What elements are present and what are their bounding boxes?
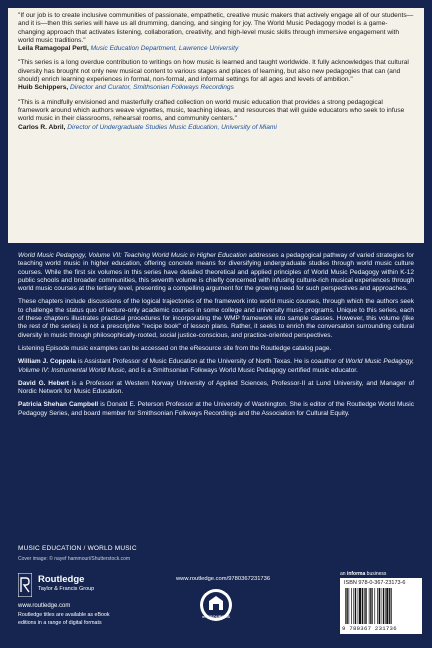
endorsement-text: "This is a mindfully envisioned and masterfully crafted collection on world music education that provides a strong pedagogical framework around which authors weave vignettes, music, teaching ideas, and resources that will guide educators who seek to infuse world music in their classrooms, rehearsal rooms, and community centers." [18, 98, 405, 123]
ebook-note-line-2: editions in a range of digital formats [18, 620, 102, 626]
barcode-bar [377, 588, 378, 624]
barcode-bar [358, 588, 359, 624]
endorsement-attribution [18, 124, 414, 132]
barcode-bar [365, 588, 366, 624]
barcode-bar [374, 588, 375, 624]
barcode-bar [385, 588, 386, 624]
endorser-name: Leila Ramagopal Pertl, [18, 45, 89, 53]
ebook-note-line-1: Routledge titles are available as eBook [18, 612, 110, 618]
barcode-bar [349, 588, 350, 624]
barcode-bar [389, 588, 390, 624]
publisher-website[interactable]: www.routledge.com [18, 603, 71, 609]
endorsements-panel [8, 8, 424, 243]
endorser-role: Director and Curator, Smithsonian Folkways Recordings [70, 84, 234, 92]
book-title: World Music Pedagogy, Volume VII: Teaching World Music in Higher Education [18, 252, 247, 259]
barcode-bar [379, 588, 380, 624]
barcode-bar [370, 588, 371, 624]
author-bio-1: William J. Coppola is Assistant Professor of Music Education at the University of North Texas. He is coauthor of World Music Pedagogy, Volume IV: Instrumental World Music, and is a Smithsonian Folkways World Music Pedagogy certified music educator. [18, 358, 414, 374]
endorsement-attribution [18, 84, 414, 92]
isbn-number: ISBN 978-0-367-23173-6 [344, 580, 406, 586]
author-name: Patricia Shehan Campbell [18, 401, 99, 409]
author-name: David G. Hebert [18, 379, 69, 387]
barcode-bar [369, 588, 370, 624]
endorser-name: Carlos R. Abril, [18, 123, 66, 131]
author-bio-2: David G. Hebert is a Professor at Western Norway University of Applied Sciences, Professor-II at Lund University, and Manager of Nordic Network for Music Education. [18, 379, 414, 396]
endorsement-2 [18, 59, 414, 92]
publisher-group: Taylor & Francis Group [38, 586, 95, 592]
barcode-bar [391, 588, 392, 624]
endorsement-1 [18, 12, 414, 53]
barcode-bar [383, 588, 384, 624]
author-bio-3: Patricia Shehan Campbell is Donald E. Peterson Professor at the University of Washington. She is editor of the Routledge World Music Pedagogy Series, and board member for Smithsonian Folkways Recordings and the Association for Cultural Equity. [18, 401, 414, 417]
endorser-role: Director of Undergraduate Studies Music Education, University of Miami [67, 123, 277, 131]
endorser-name: Huib Schippers, [18, 84, 69, 92]
publisher-name: Routledge [38, 574, 85, 585]
description-paragraph-1: World Music Pedagogy, Volume VII: Teaching World Music in Higher Education addresses a pedagogical pathway of varied strategies for teaching world music in higher education, offering concrete means for diversifying undergraduate studies through world music culture courses. While the first six volumes in this series have detailed theoretical and applied principles of World Music Pedagogy within K-12 public schools and broader communities, this seventh volume is chiefly concerned with infusing culture-rich musical experiences through world music courses at the tertiary level, presenting a compelling argument for the growing need for such perspectives and approaches. [18, 252, 414, 293]
eresources-label: eRESOURCES [202, 614, 230, 619]
subject-category: MUSIC EDUCATION / WORLD MUSIC [18, 545, 137, 552]
endorsement-3 [18, 99, 414, 132]
description-paragraph-3: Listening Episode music examples can be accessed on the eResource site from the Routledge catalog page. [18, 344, 332, 352]
barcode-bar [359, 588, 361, 624]
barcode-digits: 9 780367 231736 [342, 625, 397, 632]
endorsement-text: "This series is a long overdue contribution to writings on how music is learned and taught worldwide. It fully acknowledges that cultural diversity has brought not only new musical content to various stages and places of learning, but also new pedagogies that can (and should) enrich learning experiences in formal, non-formal, and informal settings for all ages and levels of ambition." [18, 59, 409, 84]
barcode-bar [364, 588, 365, 624]
endorsement-attribution [18, 45, 414, 53]
barcode-bar [351, 588, 352, 624]
book-description [18, 252, 414, 423]
author-name: William J. Coppola [18, 358, 76, 366]
barcode-bar [346, 588, 347, 624]
informa-tagline: an informa business [340, 571, 387, 577]
barcode-panel [340, 578, 422, 634]
endorser-role: Music Education Department, Lawrence University [90, 45, 239, 53]
cover-image-credit: Cover image: © nayef hammouri/Shutterstock.com [18, 556, 131, 562]
barcode-bar [386, 588, 388, 624]
barcode-bar [381, 588, 382, 624]
endorsement-text: "If our job is to create inclusive communities of passionate, empathetic, creative music makers that actively engage all of our students—and it is—then this series will have us all drumming, dancing, and singing for joy. The World Music Pedagogy model is a game-changing approach that activates listening, collaboration, creativity, and high-level music skills through immersive engagement with world music traditions." [18, 12, 414, 44]
barcode-icon [344, 588, 418, 624]
barcode-bar [353, 588, 354, 624]
barcode-bar [355, 588, 356, 624]
barcode-bar [372, 588, 373, 624]
description-paragraph-2: These chapters include discussions of the logical trajectories of the framework into world music courses, through which the authors seek to challenge the status quo of lecture-only academic courses in some college and university music programs. Unique to this series, each of these chapters illustrates practical procedures for incorporating the WMP framework into sample classes. However, this volume (like the rest of the series) is not a prescriptive "recipe book" of lesson plans. Rather, it seeks to enrich the conversation surrounding cultural diversity in music through philosophically-rooted, social justice-conscious, and practice-oriented perspectives. [18, 298, 414, 339]
barcode-bar [362, 588, 363, 624]
barcode-bar [345, 588, 346, 624]
eresources-badge-icon [198, 587, 234, 623]
book-url[interactable]: www.routledge.com/9780367231736 [176, 576, 271, 582]
routledge-logo-icon [18, 573, 32, 597]
